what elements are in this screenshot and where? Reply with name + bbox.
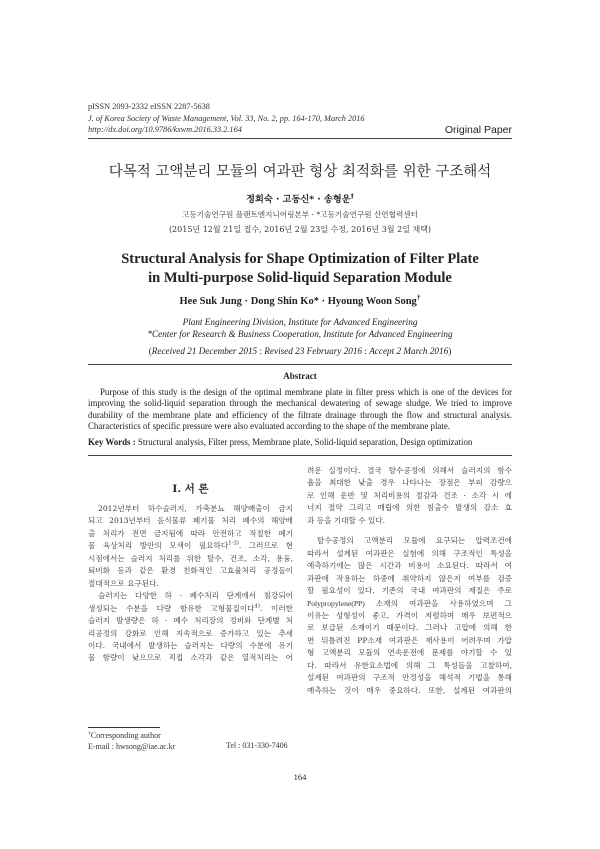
body-line: 번 뒤틀려진 PP소재 여과판은 재사용이 어려우며 가압: [307, 635, 512, 645]
dates-separator-1: :: [257, 346, 265, 356]
article-type-label: Original Paper: [444, 124, 512, 136]
body-line: 로 인해 운반 및 처리비용의 절감과 건조 · 소각 시 에: [307, 490, 512, 500]
body-line: 설계된 여과판의 구조적 안정성을 해석적 기법을 통해: [307, 673, 512, 683]
korean-dates: (2015년 12월 21일 접수, 2016년 2월 23일 수정, 2016년 3월 2일 채택): [168, 225, 432, 234]
body-line: 과판에 작용하는 하중에 취약하지 않은지 여부를 검증: [307, 573, 512, 583]
body-line: 2012년부터 하수슬러지, 가축분뇨 해양배출이 금지: [98, 504, 293, 513]
left-paragraph-1: [88, 503, 293, 590]
issn-line: pISSN 2093-2332 eISSN 2287-5638: [88, 102, 210, 111]
body-text: 물 육상처리 방안의 모색이 필요하다: [88, 541, 229, 551]
corresponding-mark: †: [88, 730, 91, 737]
body-line: 되고 2013년부터 음식물류 폐기물 처리 폐수의 해양배: [88, 516, 293, 526]
body-line: 다. 따라서 유한요소법에 의해 그 특성들을 고찰하여,: [307, 660, 512, 670]
body-line: 려운 실정이다. 결국 탈수공정에 의해서 슬러지의 함수: [307, 466, 512, 475]
dates-close-paren: ): [448, 346, 452, 356]
english-affiliation-2: *Center for Research & Business Cooperation, Institute for Advanced Engineering: [147, 328, 453, 339]
author-telephone: Tel : 031-330-7406: [226, 741, 288, 750]
keywords: [88, 437, 512, 447]
english-affiliation-1: Plant Engineering Division, Institute for Advanced Engineering: [182, 317, 418, 327]
dates-separator-2: :: [362, 346, 370, 356]
journal-metadata: [88, 101, 365, 136]
journal-citation: J. of Korea Society of Waste Management, Vol. 33, No. 2, pp. 164-170, March 2016: [88, 113, 365, 123]
body-line: 할 필요성이 있다. 기존의 국내 여과판의 재질은 주로: [307, 586, 512, 596]
abstract-heading: Abstract: [283, 371, 317, 381]
right-column: [307, 465, 512, 697]
korean-authors-text: 정희숙 · 고동신* · 송형운: [246, 194, 351, 205]
body-line: 로 보급된 소재이기 때문이다. 그러나 고압에 의해 한: [307, 623, 512, 633]
body-line-with-ref: [88, 540, 293, 552]
corresponding-author-note: [88, 731, 175, 742]
body-line: Polypropylene(PP) 소재의 여과판을 사용하였으며 그: [307, 598, 512, 608]
body-text: 생성되는 수분을 다량 함유한 고형물질이다: [88, 603, 255, 613]
abstract-text: Purpose of this study is the design of the optimal membrane plate in filter press which is one of the devices for improving the solid-liquid separation through the mechanical dewatering of sewage sludge. We tried to improve durability of the membrane plate and efficiency of the filtrate drainage through the flow and structural analysis. Characteristics of specific pressure were also evaluated according to the shape of the membrane plate.: [88, 387, 512, 432]
body-line: 절대적으로 요구된다.: [88, 578, 159, 588]
reference-mark[interactable]: 4): [254, 603, 260, 610]
page-number: 164: [293, 772, 307, 782]
body-line: 슬러지는 다양한 하 · 폐수처리 단계에서 침강되어: [98, 591, 293, 601]
english-title: [88, 250, 512, 288]
body-line-with-ref: [88, 603, 293, 615]
english-authors: [88, 292, 512, 307]
body-line: 슬러지 발생량은 하 · 폐수 처리장의 정비와 단계별 처: [88, 616, 293, 626]
english-corresponding-mark: †: [416, 292, 421, 302]
footnote: [88, 731, 175, 752]
body-text: . 그러므로 현: [238, 541, 293, 551]
body-line: 형 고액분리 모듈의 연속운전에 문제를 야기할 수 있: [307, 648, 512, 658]
body-line: 시점에서는 슬러지 처리를 위한 탈수, 건조, 소각, 용융,: [88, 553, 293, 563]
reference-mark[interactable]: 1-3): [228, 540, 239, 547]
dates-open-paren: (: [148, 346, 152, 356]
received-date: Received 21 December 2015: [151, 346, 258, 356]
body-line: 탈수공정의 고액분리 모듈에 요구되는 압력조건에: [317, 536, 512, 546]
body-line: 이다. 국내에서 발생하는 슬러지는 다량의 수분에 유기: [88, 640, 293, 650]
footnote-rule: [88, 727, 160, 728]
body-line: 따라서 설계된 여과판은 실험에 의해 구조적인 특성을: [307, 548, 512, 558]
section-heading: I. 서 론: [172, 483, 209, 495]
right-paragraph-2: [307, 535, 512, 697]
korean-corresponding-mark: †: [350, 191, 354, 200]
body-line: 너지 절약 그리고 매립에 의한 침출수 발생의 감소 효: [307, 503, 512, 513]
keywords-list: Structural analysis, Filter press, Membrane plate, Solid-liquid separation, Design optimization: [135, 437, 473, 447]
body-line: 율을 최대한 낮출 경우 나타나는 장점은 부피 감량으: [307, 478, 512, 488]
body-line: 물 함량이 낮으므로 직접 소각과 같은 열적처리는 어: [88, 653, 293, 663]
body-line: 이유는 성형성이 좋고, 가격이 저렴하며 매우 보편적으: [307, 610, 512, 620]
keywords-label: Key Words :: [88, 437, 136, 447]
body-line: 퇴비화 등과 같은 환경 친화적인 고효율처리 공정들이: [88, 566, 293, 576]
body-line: 출 처리가 전면 금지됨에 따라 안전하고 적절한 폐기: [88, 528, 293, 538]
body-line: 예측하기에는 많은 시간과 비용이 소요된다. 따라서 여: [307, 561, 512, 571]
abstract-top-rule: [88, 364, 512, 365]
body-line: 리공정의 강화로 인해 지속적으로 증가하고 있는 추세: [88, 628, 293, 638]
accepted-date: Accept 2 March 2016: [369, 346, 449, 356]
doi-link[interactable]: http://dx.doi.org/10.9786/kswm.2016.33.2.164: [88, 125, 242, 134]
english-dates: [88, 346, 512, 356]
left-paragraph-2: [88, 590, 293, 665]
english-authors-text: Hee Suk Jung · Dong Shin Ko* · Hyoung Woon Song: [179, 296, 417, 307]
korean-affiliation: 고등기술연구원 플랜트엔지니어링본부 · *고등기술연구원 산연협력센터: [182, 210, 418, 219]
header-rule: [88, 138, 512, 139]
english-title-line-2: in Multi-purpose Solid-liquid Separation Module: [148, 270, 452, 286]
english-affiliations: [88, 317, 512, 341]
left-column: [88, 503, 293, 665]
corresponding-label: Corresponding author: [90, 731, 161, 740]
author-email[interactable]: E-mail : hwsong@iae.ac.kr: [88, 741, 176, 751]
body-text: . 이러한: [259, 603, 293, 613]
body-line: 과 등을 기대할 수 있다.: [307, 515, 386, 525]
korean-title: 다목적 고액분리 모듈의 여과판 형상 최적화를 위한 구조해석: [108, 164, 492, 180]
korean-authors: [88, 191, 512, 205]
right-paragraph-1: [307, 465, 512, 527]
abstract-bottom-rule: [88, 455, 512, 456]
revised-date: Revised 23 February 2016: [264, 346, 363, 356]
english-title-line-1: Structural Analysis for Shape Optimization of Filter Plate: [121, 251, 479, 267]
body-line: 예측하는 것이 매우 중요하다. 또한, 설계된 여과판의: [307, 685, 512, 695]
